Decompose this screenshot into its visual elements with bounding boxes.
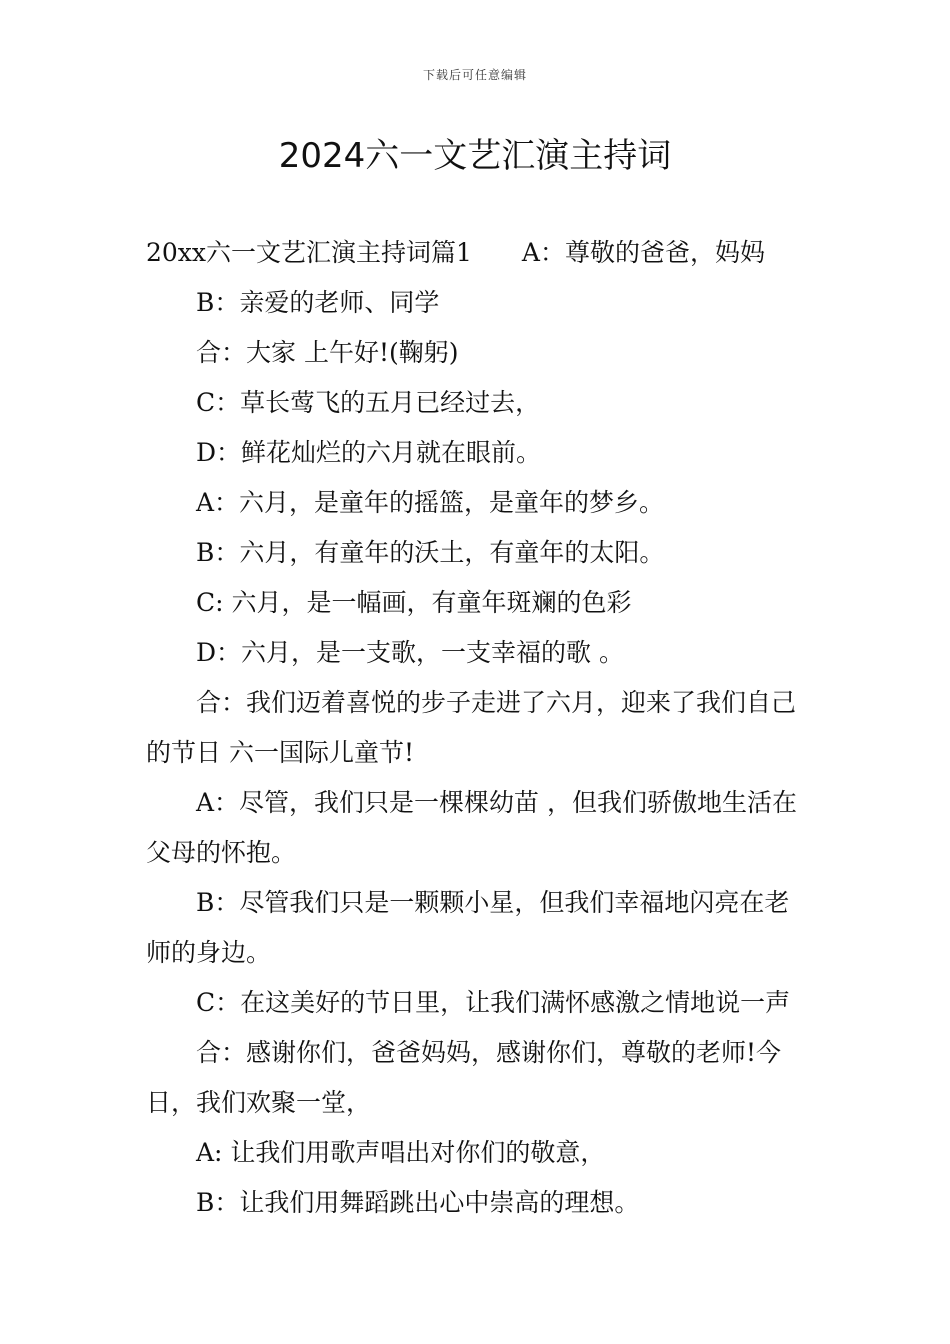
paragraph: B：亲爱的老师、同学: [196, 288, 440, 317]
paragraph: A: 让我们用歌声唱出对你们的敬意，: [196, 1138, 606, 1167]
paragraph: C：在这美好的节日里，让我们满怀感激之情地说一声: [196, 988, 791, 1017]
paragraph: 合：我们迈着喜悦的步子走进了六月，迎来了我们自己的节日 六一国际儿童节!: [146, 688, 797, 767]
paragraph: B：六月，有童年的沃土，有童年的太阳。: [196, 538, 665, 567]
paragraph: A：六月，是童年的摇篮，是童年的梦乡。: [196, 488, 665, 517]
document-body: [146, 228, 810, 1228]
paragraph: B：让我们用舞蹈跳出心中崇高的理想。: [196, 1188, 640, 1217]
document-title: 2024六一文艺汇演主持词: [278, 136, 672, 176]
page-header-note: 下载后可任意编辑: [422, 68, 527, 82]
paragraph: 合：感谢你们，爸爸妈妈，感谢你们，尊敬的老师!今日，我们欢聚一堂，: [146, 1038, 782, 1117]
paragraph: D：六月，是一支歌，一支幸福的歌 。: [196, 638, 624, 667]
paragraph: A：尽管，我们只是一棵棵幼苗 ，但我们骄傲地生活在父母的怀抱。: [146, 788, 798, 867]
paragraph: 20xx六一文艺汇演主持词篇1 A：尊敬的爸爸，妈妈: [146, 238, 765, 267]
paragraph: B：尽管我们只是一颗颗小星，但我们幸福地闪亮在老师的身边。: [146, 888, 790, 967]
paragraph: C: 六月，是一幅画，有童年斑斓的色彩: [196, 588, 632, 617]
paragraph: C：草长莺飞的五月已经过去，: [196, 388, 541, 417]
paragraph: D：鲜花灿烂的六月就在眼前。: [196, 438, 542, 467]
paragraph: 合：大家 上午好!(鞠躬): [196, 338, 459, 367]
